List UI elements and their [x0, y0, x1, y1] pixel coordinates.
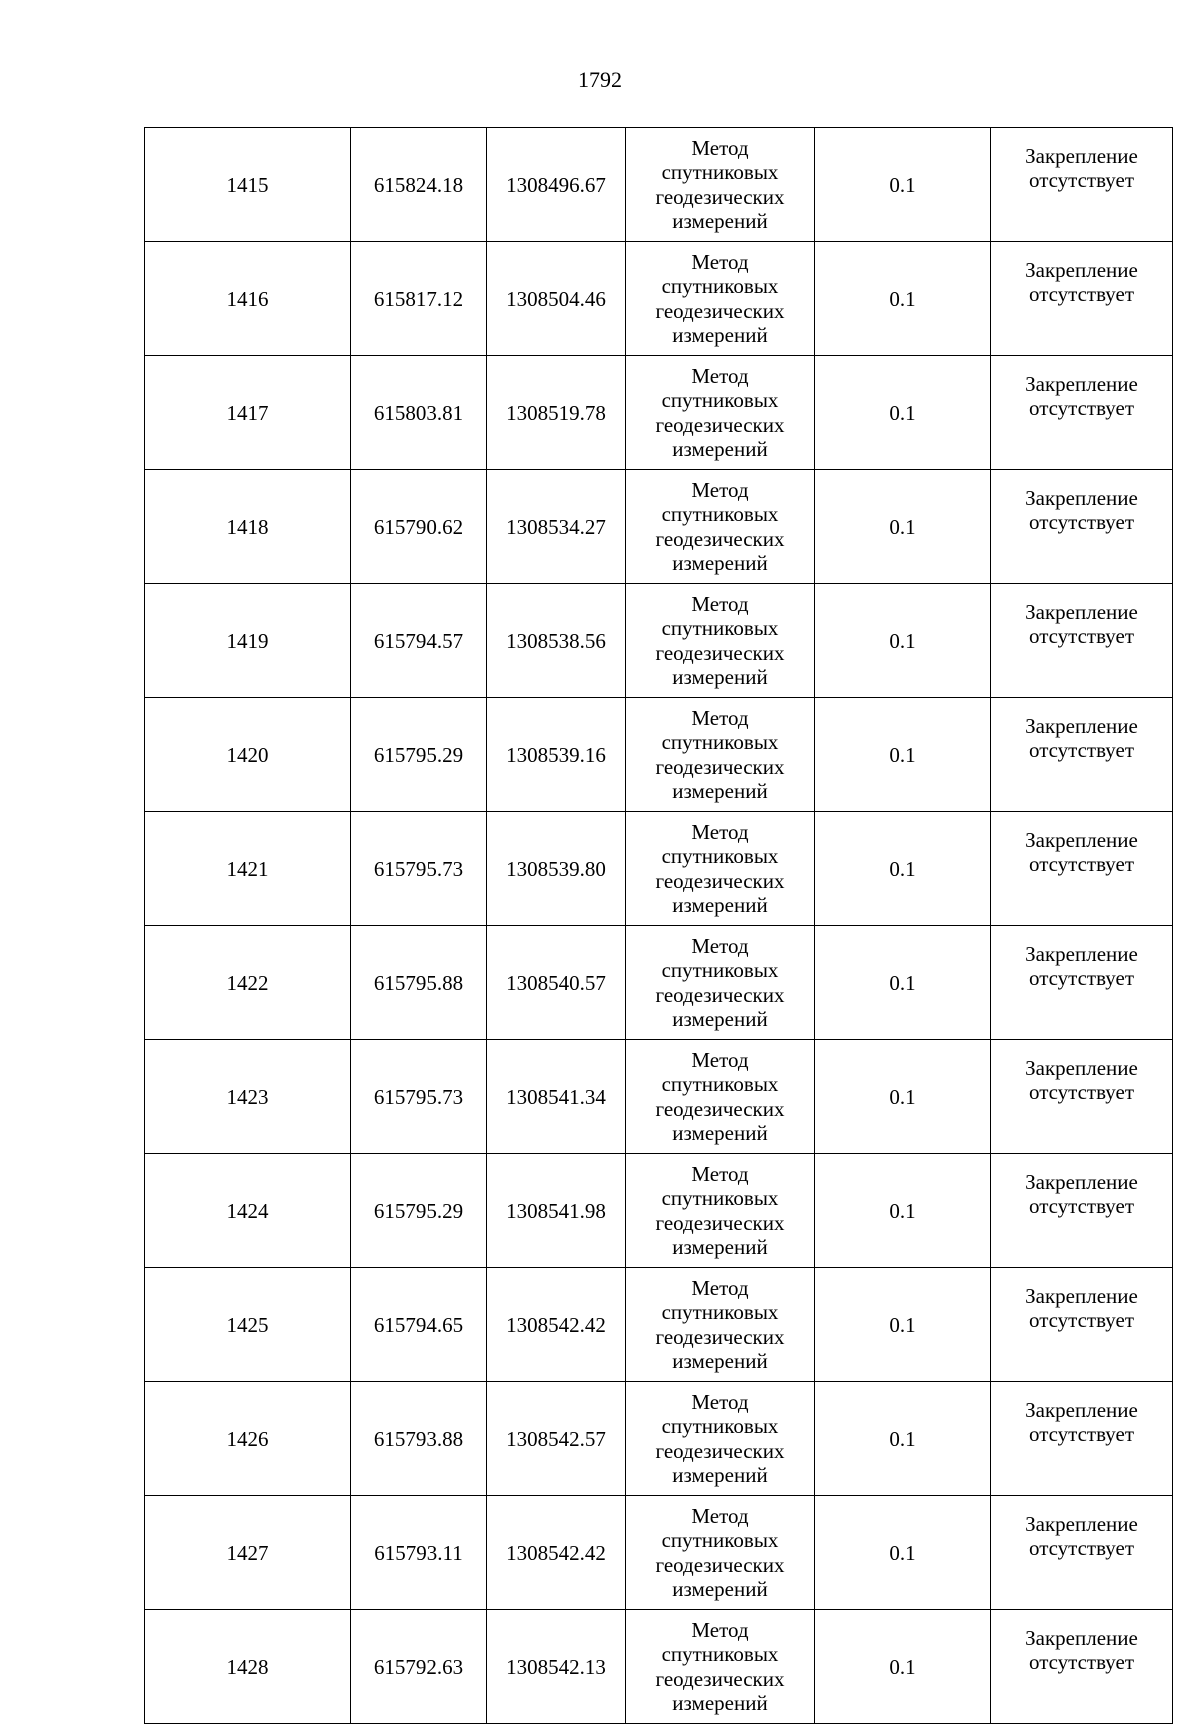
fixation-cell — [991, 128, 1173, 242]
method-cell — [626, 1268, 815, 1382]
accuracy-cell: 0.1 — [815, 1610, 991, 1724]
method-line: Метод — [691, 249, 749, 274]
fixation-line: Закрепление — [1025, 1170, 1138, 1194]
method-line: Метод — [691, 1617, 749, 1642]
fixation-line: отсутствует — [1028, 282, 1135, 306]
table-row — [145, 356, 1173, 470]
fixation-line: отсутствует — [1028, 966, 1135, 990]
method-line: измерений — [672, 323, 768, 347]
method-line: спутниковых — [661, 844, 779, 868]
fixation-cell — [991, 1382, 1173, 1496]
point-number-cell: 1422 — [145, 926, 351, 1040]
accuracy-cell: 0.1 — [815, 1496, 991, 1610]
table-row — [145, 1382, 1173, 1496]
method-line: Метод — [691, 705, 749, 730]
x-coordinate-cell: 615790.62 — [351, 470, 487, 584]
x-coordinate-cell: 615795.29 — [351, 698, 487, 812]
point-number-cell: 1421 — [145, 812, 351, 926]
y-coordinate-cell: 1308542.57 — [487, 1382, 626, 1496]
x-coordinate-cell: 615792.63 — [351, 1610, 487, 1724]
method-cell — [626, 926, 815, 1040]
method-line: спутниковых — [661, 160, 779, 184]
fixation-line: отсутствует — [1028, 1194, 1135, 1218]
method-line: спутниковых — [661, 1300, 779, 1324]
method-line: спутниковых — [661, 1072, 779, 1096]
y-coordinate-cell: 1308539.16 — [487, 698, 626, 812]
fixation-line: отсутствует — [1028, 624, 1135, 648]
accuracy-cell: 0.1 — [815, 812, 991, 926]
method-line: геодезических — [655, 1666, 785, 1691]
accuracy-cell: 0.1 — [815, 698, 991, 812]
method-line: Метод — [691, 819, 749, 844]
method-cell — [626, 584, 815, 698]
accuracy-cell: 0.1 — [815, 584, 991, 698]
y-coordinate-cell: 1308542.42 — [487, 1268, 626, 1382]
method-cell — [626, 1154, 815, 1268]
method-line: Метод — [691, 1389, 749, 1414]
y-coordinate-cell: 1308519.78 — [487, 356, 626, 470]
fixation-cell — [991, 1610, 1173, 1724]
y-coordinate-cell: 1308542.13 — [487, 1610, 626, 1724]
method-line: измерений — [672, 1007, 768, 1031]
accuracy-cell: 0.1 — [815, 242, 991, 356]
y-coordinate-cell: 1308538.56 — [487, 584, 626, 698]
fixation-cell — [991, 1496, 1173, 1610]
y-coordinate-cell: 1308542.42 — [487, 1496, 626, 1610]
fixation-cell — [991, 1154, 1173, 1268]
method-line: спутниковых — [661, 502, 779, 526]
method-line: геодезических — [655, 1324, 785, 1349]
fixation-line: Закрепление — [1025, 372, 1138, 396]
y-coordinate-cell: 1308534.27 — [487, 470, 626, 584]
table-row — [145, 128, 1173, 242]
method-line: геодезических — [655, 754, 785, 779]
method-line: Метод — [691, 1047, 749, 1072]
method-line: геодезических — [655, 526, 785, 551]
fixation-line: отсутствует — [1028, 1308, 1135, 1332]
fixation-line: Закрепление — [1025, 1398, 1138, 1422]
point-number-cell: 1416 — [145, 242, 351, 356]
accuracy-cell: 0.1 — [815, 356, 991, 470]
method-cell — [626, 698, 815, 812]
method-line: спутниковых — [661, 388, 779, 412]
y-coordinate-cell: 1308496.67 — [487, 128, 626, 242]
method-line: геодезических — [655, 1552, 785, 1577]
fixation-line: Закрепление — [1025, 486, 1138, 510]
method-line: Метод — [691, 1503, 749, 1528]
method-line: геодезических — [655, 412, 785, 437]
method-line: спутниковых — [661, 1414, 779, 1438]
method-line: спутниковых — [661, 274, 779, 298]
x-coordinate-cell: 615795.73 — [351, 812, 487, 926]
method-line: Метод — [691, 1275, 749, 1300]
method-line: геодезических — [655, 640, 785, 665]
table-row — [145, 926, 1173, 1040]
method-line: спутниковых — [661, 1642, 779, 1666]
fixation-line: отсутствует — [1028, 738, 1135, 762]
method-cell — [626, 1040, 815, 1154]
fixation-line: Закрепление — [1025, 1626, 1138, 1650]
method-cell — [626, 242, 815, 356]
fixation-cell — [991, 1268, 1173, 1382]
method-line: геодезических — [655, 868, 785, 893]
method-line: геодезических — [655, 1438, 785, 1463]
fixation-line: отсутствует — [1028, 396, 1135, 420]
fixation-line: отсутствует — [1028, 1650, 1135, 1674]
y-coordinate-cell: 1308504.46 — [487, 242, 626, 356]
x-coordinate-cell: 615795.29 — [351, 1154, 487, 1268]
method-line: Метод — [691, 591, 749, 616]
x-coordinate-cell: 615817.12 — [351, 242, 487, 356]
table-row — [145, 1268, 1173, 1382]
point-number-cell: 1427 — [145, 1496, 351, 1610]
method-line: Метод — [691, 363, 749, 388]
accuracy-cell: 0.1 — [815, 128, 991, 242]
y-coordinate-cell: 1308541.98 — [487, 1154, 626, 1268]
method-line: спутниковых — [661, 616, 779, 640]
point-number-cell: 1424 — [145, 1154, 351, 1268]
table-row — [145, 1610, 1173, 1724]
method-line: спутниковых — [661, 730, 779, 754]
method-line: геодезических — [655, 1096, 785, 1121]
table-row — [145, 584, 1173, 698]
method-line: Метод — [691, 477, 749, 502]
x-coordinate-cell: 615793.11 — [351, 1496, 487, 1610]
method-line: геодезических — [655, 184, 785, 209]
method-cell — [626, 1610, 815, 1724]
method-line: геодезических — [655, 298, 785, 323]
method-cell — [626, 1382, 815, 1496]
x-coordinate-cell: 615794.65 — [351, 1268, 487, 1382]
accuracy-cell: 0.1 — [815, 470, 991, 584]
x-coordinate-cell: 615795.88 — [351, 926, 487, 1040]
method-line: Метод — [691, 135, 749, 160]
method-line: измерений — [672, 1235, 768, 1259]
point-number-cell: 1419 — [145, 584, 351, 698]
table-body — [145, 128, 1173, 1724]
method-line: измерений — [672, 1463, 768, 1487]
method-line: измерений — [672, 893, 768, 917]
fixation-line: отсутствует — [1028, 510, 1135, 534]
table-row — [145, 1496, 1173, 1610]
fixation-line: отсутствует — [1028, 1536, 1135, 1560]
y-coordinate-cell: 1308541.34 — [487, 1040, 626, 1154]
method-line: Метод — [691, 933, 749, 958]
method-line: измерений — [672, 551, 768, 575]
x-coordinate-cell: 615793.88 — [351, 1382, 487, 1496]
accuracy-cell: 0.1 — [815, 1382, 991, 1496]
table-row — [145, 242, 1173, 356]
point-number-cell: 1417 — [145, 356, 351, 470]
fixation-line: Закрепление — [1025, 1056, 1138, 1080]
method-line: геодезических — [655, 982, 785, 1007]
fixation-line: Закрепление — [1025, 714, 1138, 738]
point-number-cell: 1415 — [145, 128, 351, 242]
fixation-cell — [991, 698, 1173, 812]
table-row — [145, 1040, 1173, 1154]
fixation-cell — [991, 926, 1173, 1040]
x-coordinate-cell: 615795.73 — [351, 1040, 487, 1154]
method-line: измерений — [672, 1691, 768, 1715]
table-row — [145, 470, 1173, 584]
method-line: измерений — [672, 209, 768, 233]
table-row — [145, 698, 1173, 812]
fixation-cell — [991, 1040, 1173, 1154]
method-line: спутниковых — [661, 958, 779, 982]
fixation-line: Закрепление — [1025, 1512, 1138, 1536]
method-cell — [626, 812, 815, 926]
method-line: измерений — [672, 665, 768, 689]
fixation-cell — [991, 356, 1173, 470]
method-cell — [626, 1496, 815, 1610]
accuracy-cell: 0.1 — [815, 1268, 991, 1382]
fixation-line: Закрепление — [1025, 942, 1138, 966]
method-line: спутниковых — [661, 1186, 779, 1210]
fixation-line: Закрепление — [1025, 828, 1138, 852]
page-number: 1792 — [578, 67, 622, 92]
accuracy-cell: 0.1 — [815, 926, 991, 1040]
point-number-cell: 1428 — [145, 1610, 351, 1724]
fixation-line: отсутствует — [1028, 1422, 1135, 1446]
accuracy-cell: 0.1 — [815, 1040, 991, 1154]
fixation-line: Закрепление — [1025, 1284, 1138, 1308]
method-line: Метод — [691, 1161, 749, 1186]
method-line: измерений — [672, 1121, 768, 1145]
y-coordinate-cell: 1308539.80 — [487, 812, 626, 926]
point-number-cell: 1425 — [145, 1268, 351, 1382]
fixation-line: Закрепление — [1025, 144, 1138, 168]
point-number-cell: 1423 — [145, 1040, 351, 1154]
method-cell — [626, 128, 815, 242]
table-row — [145, 1154, 1173, 1268]
coordinates-table — [144, 127, 1173, 1724]
method-line: спутниковых — [661, 1528, 779, 1552]
point-number-cell: 1420 — [145, 698, 351, 812]
fixation-line: Закрепление — [1025, 258, 1138, 282]
method-line: измерений — [672, 1577, 768, 1601]
method-line: измерений — [672, 1349, 768, 1373]
method-cell — [626, 356, 815, 470]
method-cell — [626, 470, 815, 584]
fixation-cell — [991, 584, 1173, 698]
accuracy-cell: 0.1 — [815, 1154, 991, 1268]
fixation-cell — [991, 242, 1173, 356]
fixation-cell — [991, 470, 1173, 584]
x-coordinate-cell: 615824.18 — [351, 128, 487, 242]
x-coordinate-cell: 615803.81 — [351, 356, 487, 470]
fixation-line: Закрепление — [1025, 600, 1138, 624]
x-coordinate-cell: 615794.57 — [351, 584, 487, 698]
point-number-cell: 1426 — [145, 1382, 351, 1496]
fixation-cell — [991, 812, 1173, 926]
point-number-cell: 1418 — [145, 470, 351, 584]
method-line: измерений — [672, 437, 768, 461]
fixation-line: отсутствует — [1028, 852, 1135, 876]
y-coordinate-cell: 1308540.57 — [487, 926, 626, 1040]
method-line: геодезических — [655, 1210, 785, 1235]
table-row — [145, 812, 1173, 926]
method-line: измерений — [672, 779, 768, 803]
fixation-line: отсутствует — [1028, 168, 1135, 192]
fixation-line: отсутствует — [1028, 1080, 1135, 1104]
